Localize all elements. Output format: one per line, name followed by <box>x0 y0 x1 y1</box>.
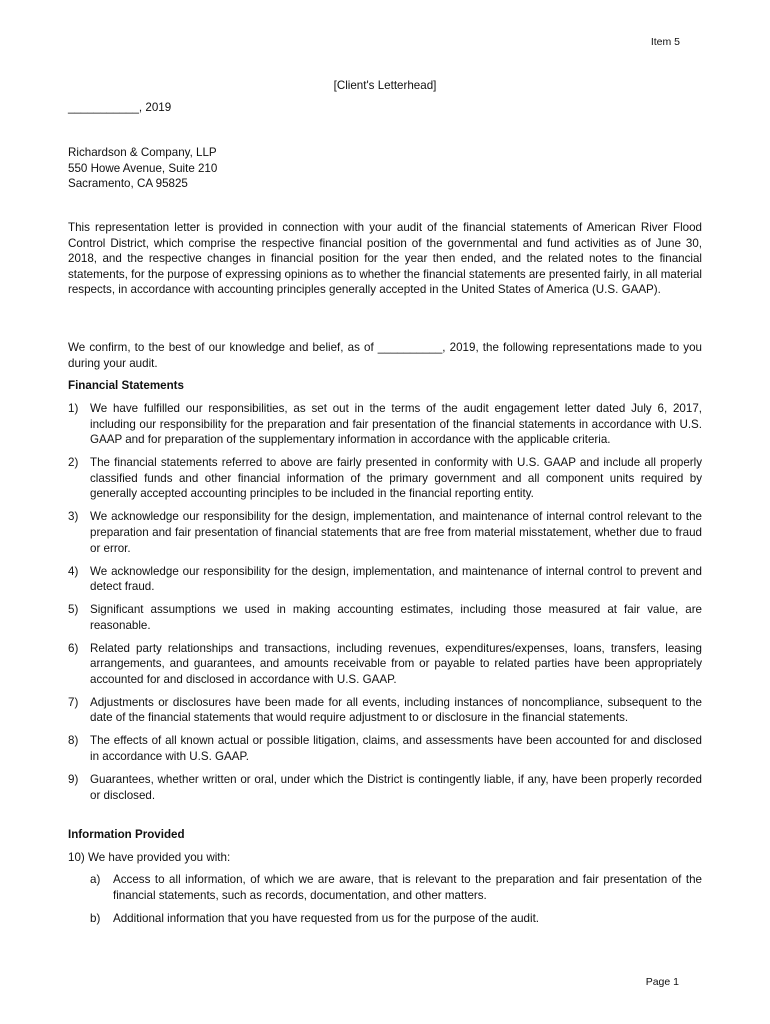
list-item <box>68 401 702 448</box>
list-item <box>68 455 702 502</box>
sub-list-item <box>90 872 702 903</box>
financial-statements-list <box>68 401 702 811</box>
list-item-number: 7) <box>68 695 79 709</box>
sub-list-item-letter: b) <box>90 911 101 925</box>
list-item <box>68 509 702 556</box>
sub-list-item <box>90 911 702 927</box>
list-item-text: Adjustments or disclosures have been made for all events, including instances of noncompliance, subsequent to the date of the financial statements that would require adjustment to or disclosure in the financial statements. <box>90 695 702 725</box>
list-item-number: 6) <box>68 641 79 655</box>
sub-list-item-letter: a) <box>90 873 101 886</box>
list-item-text: The financial statements referred to above are fairly presented in conformity with U.S. GAAP and include all properly classified funds and other financial information of the primary government and all component units required by generally accepted accounting principles to be included in the financial reporting entity. <box>90 456 702 501</box>
sub-list-item-text: Access to all information, of which we are aware, that is relevant to the preparation and fair presentation of the financial statements, such as records, documentation, and other matters. <box>113 873 702 902</box>
list-item-number: 8) <box>68 734 79 748</box>
section-heading-financial-statements: Financial Statements <box>68 379 184 392</box>
list-item-number: 4) <box>68 564 79 578</box>
sub-list-item-text: Additional information that you have requested from us for the purpose of the audit. <box>113 911 540 925</box>
date-line: ___________, 2019 <box>68 101 172 114</box>
section-heading-information-provided: Information Provided <box>68 828 185 841</box>
list-item-number: 2) <box>68 456 79 470</box>
list-item-text: Significant assumptions we used in making accounting estimates, including those measured at fair value, are reasonable. <box>90 603 702 632</box>
recipient-address <box>68 145 217 192</box>
intro-paragraph: This representation letter is provided in connection with your audit of the financial statements of American River Flood Control District, which comprise the respective financial position of the governmental and fund activities as of June 30, 2018, and the respective changes in financial position for the year then ended, and the related notes to the financial statements, for the purpose of expressing opinions as to whether the financial statements are presented fairly, in all material respects, in accordance with accounting principles generally accepted in the United States of America (U.S. GAAP). <box>68 221 702 297</box>
list-item-text: We have fulfilled our responsibilities, as set out in the terms of the audit engagement letter dated July 6, 2017, including our responsibility for the preparation and fair presentation of the financial statements in accordance with U.S. GAAP and for preparation of the supplementary information in accordance with the applicable criteria. <box>90 402 702 447</box>
list-item-number: 9) <box>68 773 79 786</box>
item-label: Item 5 <box>650 36 680 48</box>
recipient-city: Sacramento, CA 95825 <box>68 177 188 191</box>
list-item-text: We acknowledge our responsibility for the design, implementation, and maintenance of internal control to prevent and detect fraud. <box>90 564 702 594</box>
list-item-text: We acknowledge our responsibility for the design, implementation, and maintenance of internal control relevant to the preparation and fair presentation of financial statements that are free from material misstatement, whether due to fraud or error. <box>90 510 702 555</box>
list-item-10: 10) We have provided you with: <box>68 851 231 864</box>
list-item <box>68 733 702 764</box>
recipient-name: Richardson & Company, LLP <box>68 146 217 159</box>
information-provided-sublist <box>90 872 702 934</box>
page-number: Page 1 <box>645 976 679 988</box>
list-item <box>68 695 702 726</box>
list-item-number: 1) <box>68 402 79 415</box>
list-item-text: The effects of all known actual or possible litigation, claims, and assessments have been accounted for and disclosed in accordance with U.S. GAAP. <box>90 734 702 764</box>
list-item <box>68 564 702 595</box>
recipient-street: 550 Howe Avenue, Suite 210 <box>68 161 218 175</box>
list-item-number: 3) <box>68 510 79 524</box>
letterhead-placeholder: [Client's Letterhead] <box>333 79 437 92</box>
list-item <box>68 772 702 803</box>
list-item <box>68 602 702 633</box>
list-item-text: Related party relationships and transactions, including revenues, expenditures/expenses, loans, transfers, leasing arrangements, and guarantees, and amounts receivable from or payable to related parties have been appropriately accounted for and disclosed in accordance with U.S. GAAP. <box>90 641 702 686</box>
confirmation-paragraph: We confirm, to the best of our knowledge and belief, as of __________, 2019, the following representations made to you during your audit. <box>68 341 702 370</box>
list-item-text: Guarantees, whether written or oral, under which the District is contingently liable, if any, have been properly recorded or disclosed. <box>90 773 702 802</box>
list-item <box>68 641 702 688</box>
list-item-number: 5) <box>68 603 79 617</box>
